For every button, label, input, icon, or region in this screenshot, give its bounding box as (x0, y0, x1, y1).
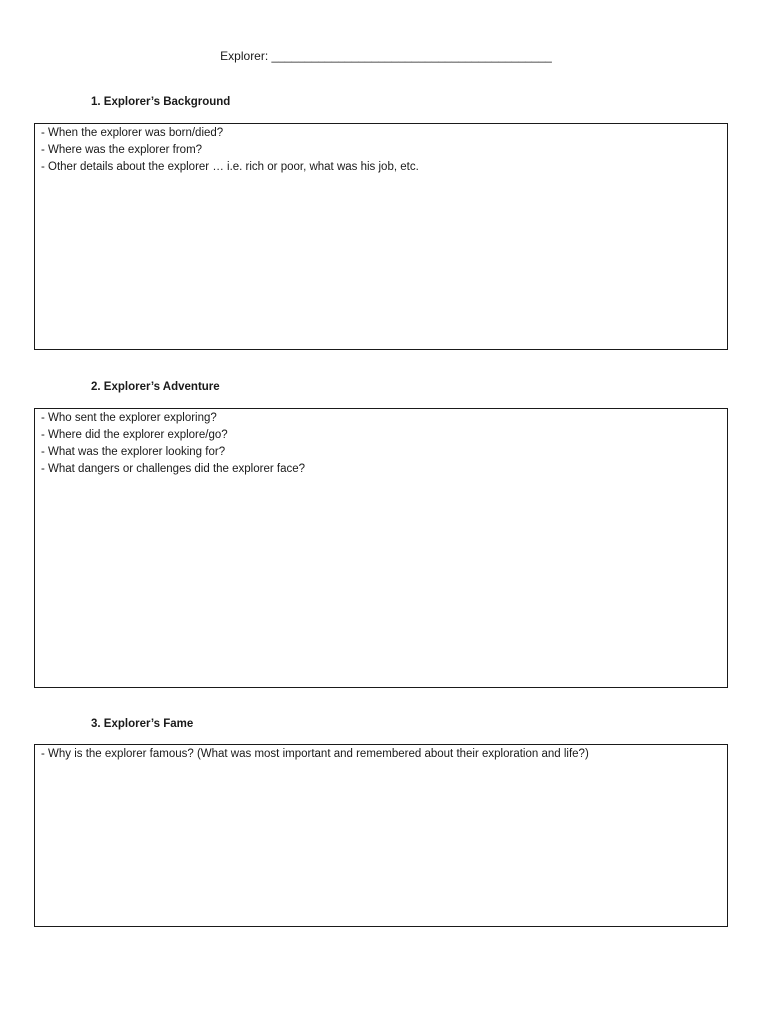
answer-box-fame[interactable] (34, 744, 728, 927)
prompt-line: - What was the explorer looking for? (41, 446, 226, 458)
prompt-line: - When the explorer was born/died? (41, 127, 224, 139)
explorer-name-line: Explorer: __________________________________________ (220, 49, 552, 63)
prompt-line: - Other details about the explorer … i.e. rich or poor, what was his job, etc. (41, 161, 419, 173)
prompt-line: - What dangers or challenges did the explorer face? (41, 463, 306, 475)
prompt-line: - Who sent the explorer exploring? (41, 412, 217, 424)
section-heading-adventure: 2. Explorer’s Adventure (91, 381, 220, 393)
answer-box-background[interactable] (34, 123, 728, 350)
section-heading-fame: 3. Explorer’s Fame (91, 718, 194, 730)
prompt-line: - Where did the explorer explore/go? (41, 429, 228, 441)
answer-box-adventure[interactable] (34, 408, 728, 688)
prompt-line: - Why is the explorer famous? (What was most important and remembered about their exploration and life?) (41, 748, 589, 760)
prompt-line: - Where was the explorer from? (41, 144, 203, 156)
section-heading-background: 1. Explorer’s Background (91, 96, 231, 108)
